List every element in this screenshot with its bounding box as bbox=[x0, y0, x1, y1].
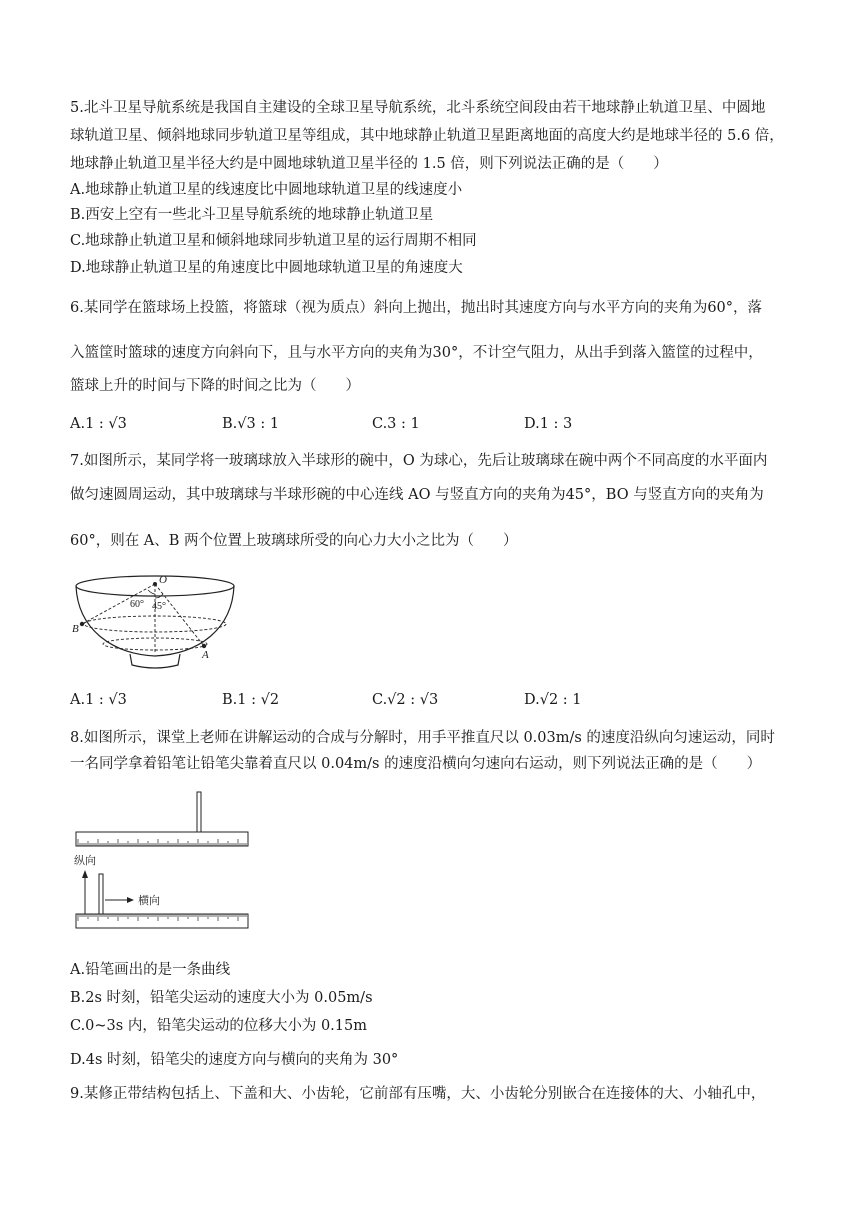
q8-option-a: A.铅笔画出的是一条曲线 bbox=[70, 962, 231, 978]
vertical-arrow-head bbox=[82, 870, 88, 878]
q9-line-1: 9.某修正带结构包括上、下盖和大、小齿轮，它前部有压嘴，大、小齿轮分别嵌合在连接体的大、小轴孔中， bbox=[70, 1086, 766, 1102]
label-horizontal: 横向 bbox=[138, 894, 160, 907]
q5-option-d: D.地球静止轨道卫星的角速度比中圆地球轨道卫星的角速度大 bbox=[70, 260, 463, 276]
angle-arc-60 bbox=[148, 590, 155, 594]
q8-option-d: D.4s 时刻，铅笔尖的速度方向与横向的夹角为 30° bbox=[70, 1052, 399, 1068]
q5-option-b: B.西安上空有一些北斗卫星导航系统的地球静止轨道卫星 bbox=[70, 207, 434, 223]
ruler-figure bbox=[72, 790, 252, 938]
q7-line-2: 做匀速圆周运动，其中玻璃球与半球形碗的中心连线 AO 与竖直方向的夹角为45°，BO 与竖直方向的夹角为 bbox=[70, 487, 764, 503]
q6-option-d: D.1 : 3 bbox=[524, 416, 573, 432]
point-a bbox=[202, 644, 206, 648]
q6-option-b: B.√3 : 1 bbox=[222, 416, 280, 432]
bowl-figure bbox=[68, 572, 248, 674]
label-angle-45: 45° bbox=[152, 601, 166, 612]
label-angle-60: 60° bbox=[130, 599, 144, 610]
q7-option-a: A.1 : √3 bbox=[70, 692, 127, 708]
line-oa bbox=[155, 584, 204, 646]
point-o bbox=[153, 582, 157, 586]
label-vertical: 纵向 bbox=[74, 854, 96, 867]
q8-option-c: C.0~3s 内，铅笔尖运动的位移大小为 0.15m bbox=[70, 1018, 367, 1034]
q6-option-a: A.1 : √3 bbox=[70, 416, 127, 432]
pencil-top bbox=[197, 792, 201, 832]
point-b bbox=[80, 622, 84, 626]
q6-line-2: 入篮筐时篮球的速度方向斜向下，且与水平方向的夹角为30°，不计空气阻力，从出手到落入篮筐的过程中， bbox=[70, 345, 763, 361]
q7-option-c: C.√2 : √3 bbox=[372, 692, 439, 708]
q5-line-3: 地球静止轨道卫星半径大约是中圆地球轨道卫星半径的 1.5 倍，则下列说法正确的是（ ） bbox=[70, 156, 668, 172]
q6-line-3: 篮球上升的时间与下降的时间之比为（ ） bbox=[70, 378, 360, 394]
q6-option-c: C.3 : 1 bbox=[372, 416, 420, 432]
q5-line-2: 球轨道卫星、倾斜地球同步轨道卫星等组成，其中地球静止轨道卫星距离地面的高度大约是地球半径的 5.6 倍， bbox=[70, 128, 784, 144]
q8-line-2: 一名同学拿着铅笔让铅笔尖靠着直尺以 0.04m/s 的速度沿横向匀速向右运动，则下列说法正确的是（ ） bbox=[70, 756, 762, 772]
q7-line-3: 60°，则在 A、B 两个位置上玻璃球所受的向心力大小之比为（ ） bbox=[70, 533, 518, 549]
q7-options bbox=[70, 690, 790, 710]
q7-option-b: B.1 : √2 bbox=[222, 692, 280, 708]
q6-options bbox=[70, 414, 790, 434]
q8-line-1: 8.如图所示，课堂上老师在讲解运动的合成与分解时，用手平推直尺以 0.03m/s 的速度沿纵向匀速运动，同时 bbox=[70, 730, 775, 746]
line-ob bbox=[82, 584, 155, 624]
q5-option-a: A.地球静止轨道卫星的线速度比中圆地球轨道卫星的线速度小 bbox=[70, 182, 463, 198]
label-a: A bbox=[202, 649, 209, 661]
q7-option-d: D.√2 : 1 bbox=[524, 692, 582, 708]
q7-line-1: 7.如图所示，某同学将一玻璃球放入半球形的碗中，O 为球心，先后让玻璃球在碗中两个不同高度的水平面内 bbox=[70, 453, 768, 469]
horizontal-arrow-head bbox=[127, 897, 134, 903]
q5-line-1: 5.北斗卫星导航系统是我国自主建设的全球卫星导航系统，北斗系统空间段由若干地球静止轨道卫星、中圆地 bbox=[70, 100, 766, 116]
label-b: B bbox=[72, 623, 79, 635]
pencil-bottom bbox=[99, 874, 103, 914]
label-o: O bbox=[159, 574, 167, 586]
q5-option-c: C.地球静止轨道卫星和倾斜地球同步轨道卫星的运行周期不相同 bbox=[70, 233, 477, 249]
q6-line-1: 6.某同学在篮球场上投篮，将篮球（视为质点）斜向上抛出，抛出时其速度方向与水平方向的夹角为60°，落 bbox=[70, 300, 763, 316]
q8-option-b: B.2s 时刻，铅笔尖运动的速度大小为 0.05m/s bbox=[70, 990, 373, 1006]
